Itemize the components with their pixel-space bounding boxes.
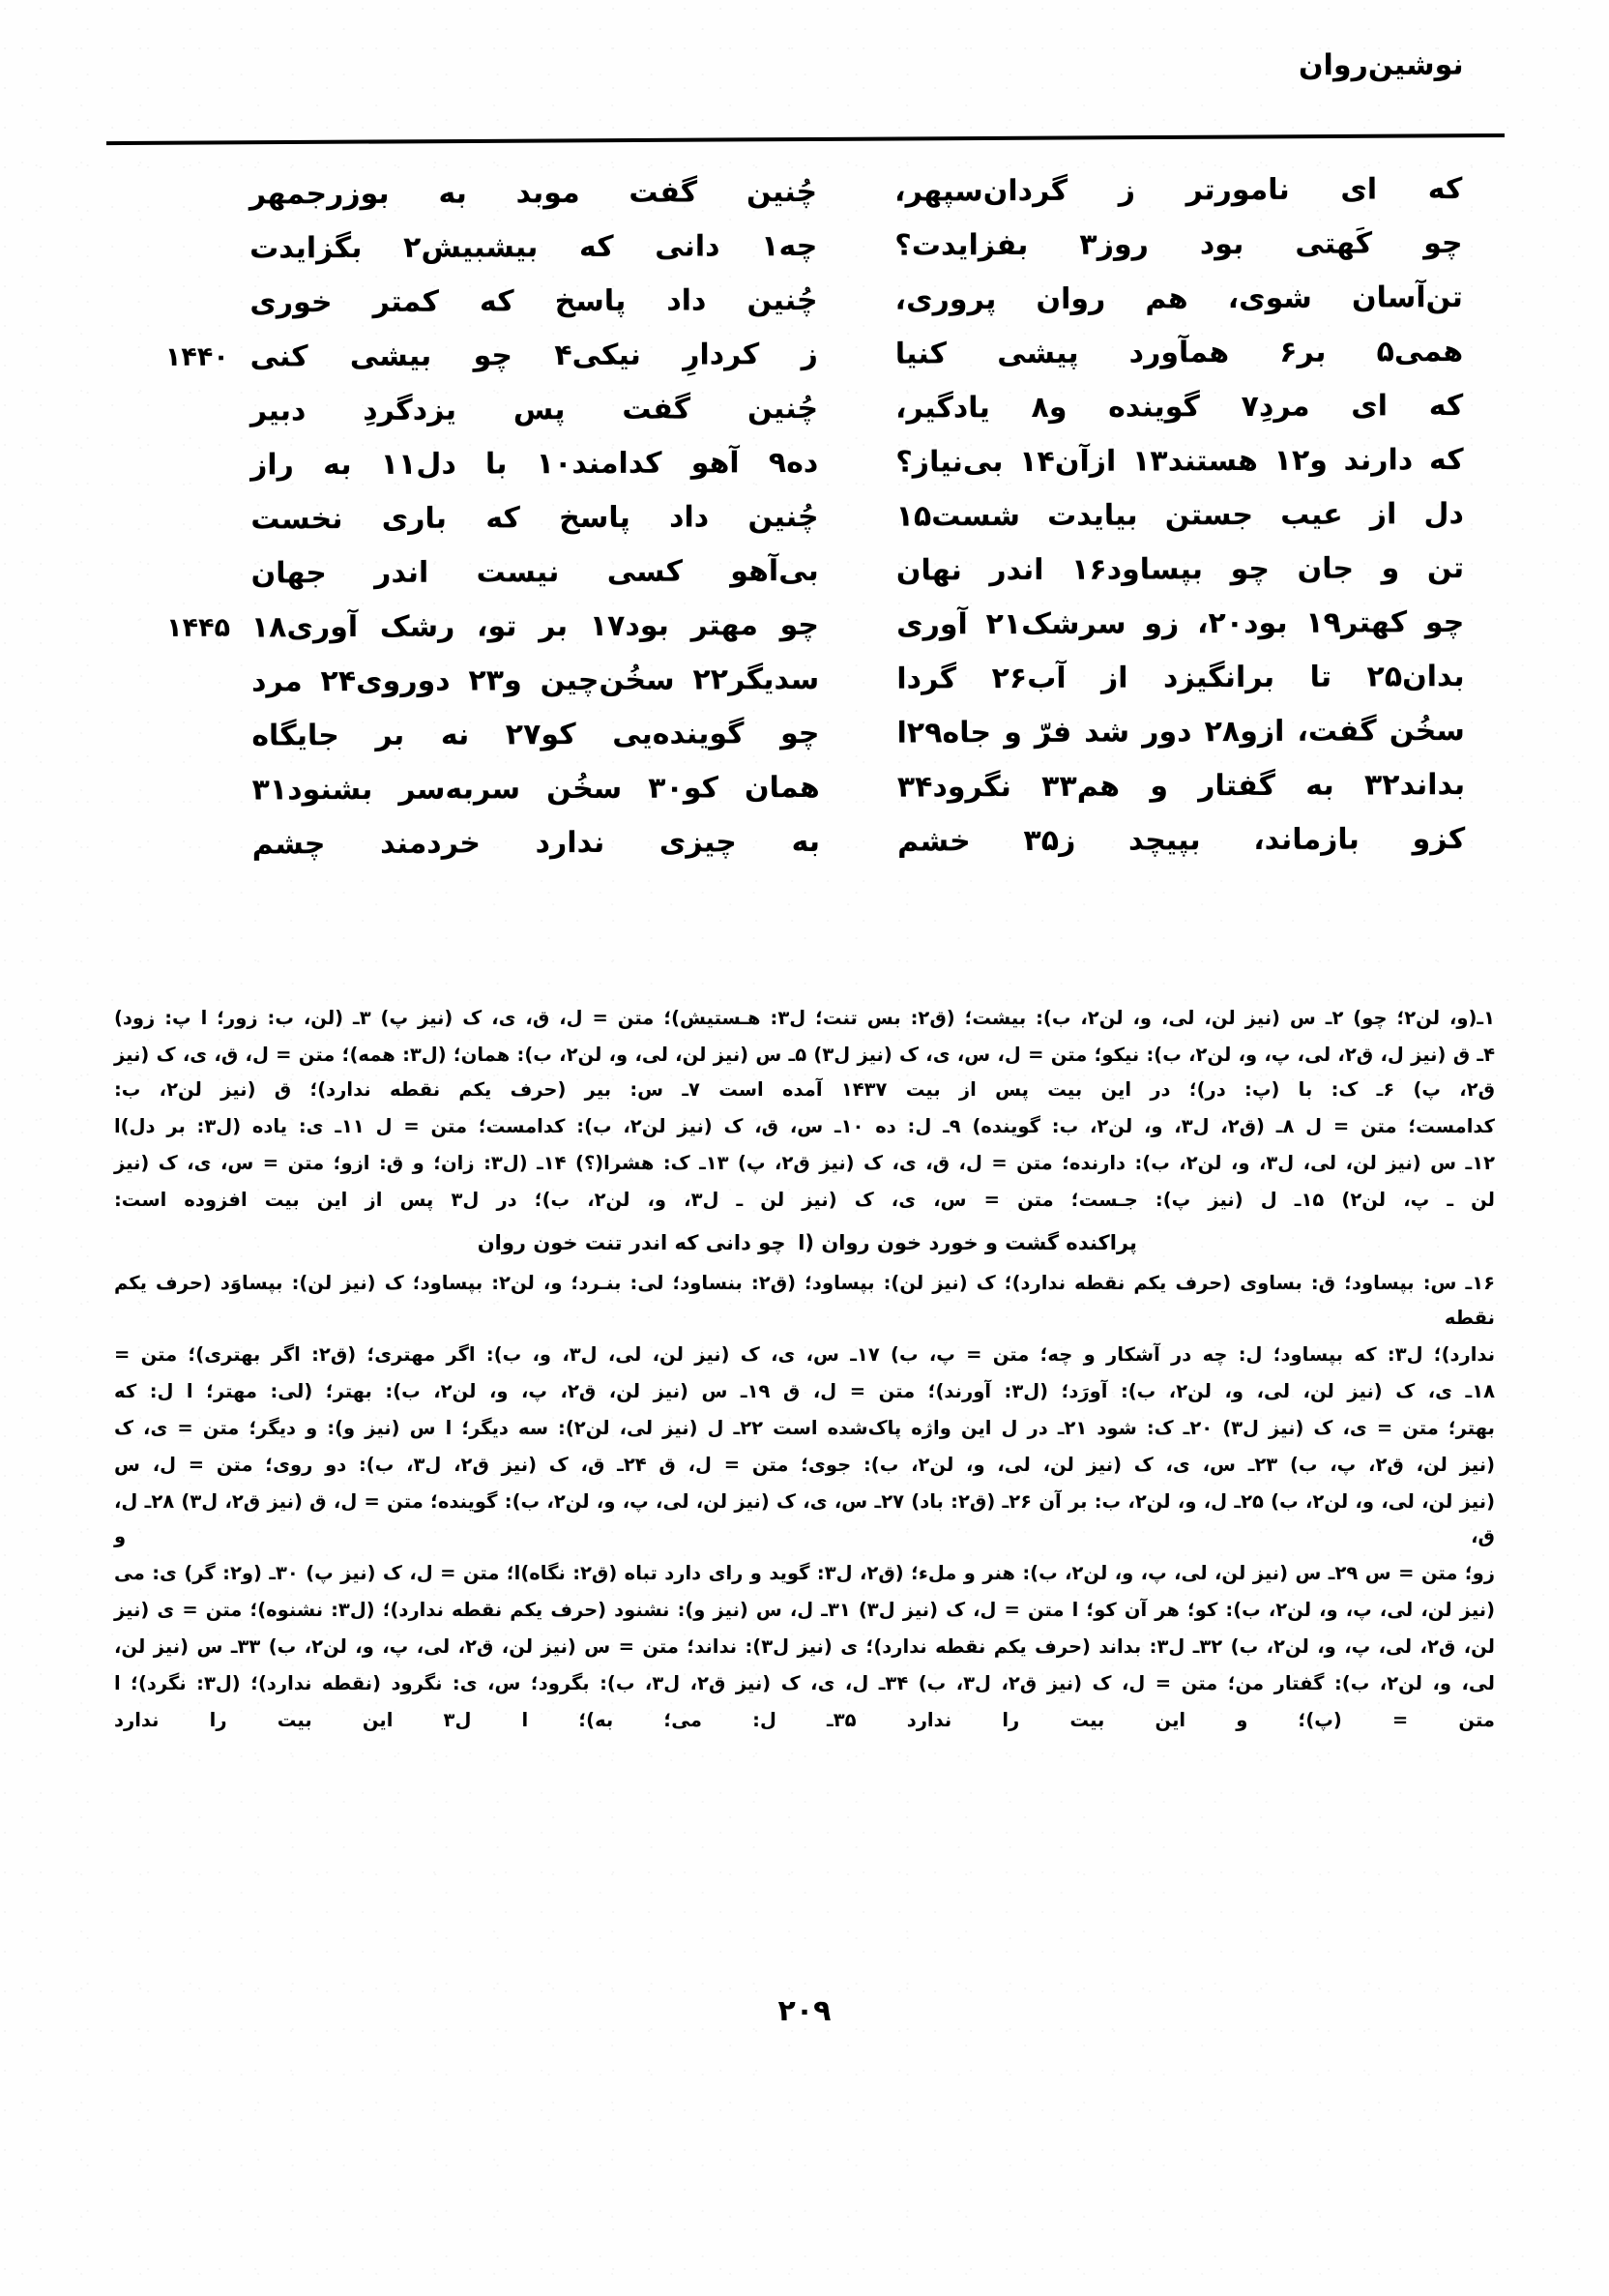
verse-number (145, 654, 251, 708)
column-gutter (820, 760, 897, 814)
hemistich-second: چو کهتر۱۹ بود۲۰، زو سرشک۲۱ آوری (896, 604, 1465, 642)
hemistich-second: تن‌آسان شوی، هم روان پروری، (894, 280, 1463, 317)
verse-number (145, 491, 251, 545)
apparatus-line: ندارد)؛ ل۳: که بپساود؛ ل: چه در آشکار و چه؛ متن = پ، ب) ۱۷ـ س، ی، ک (نیز لن، لی، ل۳، و، ب): اگر مهتری؛ (ق۲: اگر بهتری)؛ متن = (114, 1343, 1496, 1366)
column-gutter (819, 544, 896, 598)
hemistich-second: که دارند و۱۲ هستند۱۳ ازآن۱۴ بی‌نیاز؟ (895, 442, 1464, 480)
verse-line (145, 486, 1464, 546)
verse-line (144, 432, 1463, 492)
verse-number: ۱۴۴۰ (164, 341, 229, 372)
column-gutter (818, 381, 895, 435)
hemistich-first: ز کردارِ نیکی۴ چو بیشی کنی (249, 337, 818, 373)
apparatus-line: ۱۶ـ س: بپساود؛ ق: بساوی (حرف یکم نقطه ندارد)؛ ک (نیز لن): بپساود؛ (ق۲: بنساود؛ لی: بنـرد؛ و، لن۲: بپساود؛ ک (نیز لن): بپساوَد (حرف یکم نقطه (114, 1272, 1495, 1329)
hemistich-second: که ای مردِ۷ گوینده و۸ یادگیر، (895, 388, 1464, 426)
page-number: ۲۰۹ (777, 1994, 832, 2028)
apparatus-line: ۱۸ـ ی، ک (نیز لن، لی، و، لن۲، ب): آورَد؛ (ل۳: آورند)؛ متن = ل، ق ۱۹ـ س (نیز لن، ق۲، پ، و، لن۲، ب): بهتر؛ (لی: مهتر؛ ا ل: که (114, 1380, 1495, 1402)
column-gutter (818, 435, 895, 489)
apparatus-line: ۱ـ(و، لن۲؛ چو) ۲ـ س (نیز لن، لی، و، لن۲، ب): بیشت؛ (ق۲: بس تنت؛ ل۳: هـستیش)؛ متن = ل، ق، ی، ک (نیز پ) ۳ـ (لن، ب: زور؛ ا پ: زود) (114, 1007, 1496, 1029)
hemistich-second: که ای نامورتر ز گردان‌سپهر، (894, 171, 1463, 209)
verse-number (145, 545, 251, 600)
column-gutter (818, 489, 895, 544)
verse-line (146, 703, 1465, 763)
verse-line (143, 162, 1462, 221)
apparatus-line: لن، ق۲، لی، پ، و، لن۲، ب) ۳۲ـ ل۳: بداند (حرف یکم نقطه ندارد)؛ ی (نیز ل۳): نداند؛ متن = س (نیز لن، ق۲، لی، پ، و، لن۲، ب) ۳۳ـ س (نیز لن، (114, 1635, 1495, 1658)
header-rule (106, 133, 1505, 145)
verse-line (144, 324, 1463, 384)
hemistich-first: ده۹ آهو کدامند۱۰ با دل۱۱ به راز (249, 445, 819, 482)
hemistich-second: همی۵ بر۶ همآورد پیشی کنیا (894, 334, 1464, 371)
apparatus-line: (نیز لن، لی، پ، و، لن۲، ب): کو؛ هر آن کو؛ ا متن = ل، ک (نیز ل۳) ۳۱ـ ل، س (نیز و): نشنود (حرف یکم نقطه ندارد)؛ (ل۳: نشنوه)؛ متن = ی (نیز (114, 1599, 1496, 1621)
column-gutter (819, 652, 896, 706)
verse-line (146, 757, 1465, 817)
verse-number (143, 167, 249, 221)
hemistich-second: سخُن گفت، ازو۲۸ دور شد فرّ و جاه۲۹ا (896, 713, 1465, 751)
verse-block (143, 162, 1465, 941)
verse-number: ۱۴۴۵ (166, 612, 231, 643)
hemistich-first: چو مهتر بود۱۷ بر تو، رشک آوری۱۸ (250, 607, 820, 644)
hemistich-first: همان کو۳۰ سخُن سربه‌سر بشنود۳۱ (251, 770, 820, 807)
verse-number (144, 221, 250, 276)
verse-line (145, 541, 1464, 601)
column-gutter (817, 219, 894, 273)
hemistich-first: چُنین داد پاسخ که باری نخست (250, 499, 819, 536)
column-gutter (818, 327, 895, 381)
hemistich-first: چه۱ دانی که بیشبیش۲ بگزایدت (249, 228, 818, 266)
verse-number (144, 383, 250, 437)
apparatus-line: (نیز لن، ق۲، پ، ب) ۲۳ـ س، ی، ک (نیز لن، لی، و، لن۲، ب): جوی؛ متن = ل، ق ۲۴ـ ق، ک (نیز ق۲، ل۳، ب): دو روی؛ متن = ل، س (114, 1454, 1495, 1476)
apparatus-line: کدامست؛ متن = ل ۸ـ (ق۲، ل۳، و، لن۲، ب: گوینده) ۹ـ ل: ده ۱۰ـ س، ق، ک (نیز لن۲، ب): کدامست؛ متن = ل ۱۱ـ ی: یاده (ل۳: بر دل)ا (114, 1115, 1496, 1137)
column-gutter (817, 164, 894, 219)
apparatus-line: بهتر؛ متن = ی، ک (نیز ل۳) ۲۰ـ ک: شود ۲۱ـ در ل این واژه پاک‌شده است ۲۲ـ ل (نیز لی، لن۲): سه دیگر؛ ا س (نیز و): و دیگر؛ متن = ی، ک (114, 1417, 1495, 1439)
verse-number (144, 437, 250, 491)
hemistich-first: بی‌آهو کسی نیست اندر جهان (250, 553, 819, 590)
hemistich-first: سدیگر۲۲ سخُن‌چین و۲۳ دوروی۲۴ مرد (250, 662, 820, 698)
column-gutter (817, 273, 894, 327)
running-head: نوشین‌روان (1299, 47, 1465, 83)
apparatus-line: لی، و، لن۲، ب): گفتار من؛ متن = ل، ک (نیز ق۲، ل۳، ب) ۳۴ـ ل، ی، ک (نیز ق۲، ل۳، ب): بگرود؛ س، ی: نگرود (نقطه ندارد)؛ (ل۳: نگرد)؛ ا (114, 1672, 1495, 1694)
verse-table (143, 162, 1465, 871)
hemistich-first: به چیزی ندارد خردمند چشم (251, 824, 821, 861)
verse-number (146, 816, 252, 870)
verse-line (146, 811, 1465, 871)
apparatus-inserted-verse (114, 1223, 1495, 1262)
apparatus-line: ۱۲ـ س (نیز لن، لی، ل۳، و، لن۲، ب): دارنده؛ متن = ل، ق، ی، ک (نیز ق۲، پ) ۱۳ـ ک: هشرا(؟) ۱۴ـ (ل۳: زان؛ و ق: ازو؛ متن = س، ی، ک (نیز (114, 1152, 1496, 1174)
hemistich-second: تن و جان چو بپساود۱۶ اندر نهان (895, 550, 1465, 588)
critical-apparatus (114, 1001, 1495, 1738)
apparatus-line: زو؛ متن = س ۲۹ـ س (نیز لن، لی، پ، و، لن۲، ب): هنر و ملء؛ (ق۲، ل۳: گوید و رای دارد تباه (ق۲: نگاه)ا؛ متن = ل، ک (نیز پ) ۳۰ـ (و۲: گر) ی: می (114, 1562, 1495, 1584)
verse-number (144, 276, 250, 330)
verse-line (144, 216, 1463, 276)
hemistich-first: چُنین گفت پس یزدگردِ دبیر (249, 391, 819, 427)
apparatus-line: متن = (پ)؛ و این بیت را ندارد ۳۵ـ ل: می؛ به)؛ ا ل۳ این بیت را ندارد (114, 1709, 1495, 1731)
hemistich-second: بداند۳۲ به گفتار و هم۳۳ نگرود۳۴ (896, 767, 1466, 805)
hemistich-first: چُنین گفت موبد به بوزرجمهر (249, 174, 818, 212)
hemistich-second: دل از عیب جستن بیایدت شست۱۵ (895, 496, 1464, 534)
column-gutter (819, 598, 896, 652)
verse-number (146, 708, 252, 762)
verse-line (144, 270, 1463, 330)
inserted-hemistich-first: چو دانی که اندر تنت خون روان (477, 1231, 786, 1254)
apparatus-line: ۴ـ ق (نیز ل، ق۲، لی، پ، و، لن۲، ب): نیکو؛ متن = ل، س، ی، ک (نیز ل۳) ۵ـ س (نیز لن، لی، و، لن۲، ب): همان؛ (ل۳: همه)؛ متن = ل، ق، ی، ک (نیز ق۲، پ) ۶ـ ک: با (پ: در)؛ در این بیت پس از بیت ۱۴۳۷ آمده است ۷ـ س: بیر (حرف یکم نقطه ندارد)؛ ق (نیز لن۲، ب: (114, 1044, 1496, 1101)
hemistich-second: بدان۲۵ تا برانگیزد از آب۲۶ گردا (896, 659, 1465, 696)
verse-line (144, 378, 1463, 438)
apparatus-line: (نیز لن، لی، و، لن۲، ب) ۲۵ـ ل، و، لن۲، ب: بر آن ۲۶ـ (ق۲: باد) ۲۷ـ س، ی، ک (نیز لن، لی، پ، و، لن۲، ب): گوینده؛ متن = ل، ق (نیز ق۲، ل۳) ۲۸ـ ل، ق، و (114, 1490, 1495, 1547)
verse-number (146, 762, 252, 816)
apparatus-line: لن ـ پ، لن۲) ۱۵ـ ل (نیز پ): جـست؛ متن = س، ی، ک (نیز لن ـ ل۳، و، لن۲، ب)؛ در ل۳ پس از این بیت افزوده است: (114, 1189, 1495, 1211)
verse-line (145, 649, 1464, 709)
column-gutter (819, 706, 896, 760)
verse-line (145, 595, 1464, 655)
hemistich-second: کزو بازماند، بپیچد ز۳۵ خشم (896, 821, 1466, 859)
page-header (0, 29, 1609, 97)
hemistich-second: چو کَهتی بود روز۳ بفزایدت؟ (894, 225, 1463, 263)
verse-body (143, 162, 1465, 871)
hemistich-first: چو گوینده‌یی کو۲۷ نه بر جایگاه (251, 716, 820, 752)
inserted-hemistich-second: پراکنده گشت و خورد خون روان (ا (798, 1231, 1137, 1254)
column-gutter (820, 814, 897, 868)
hemistich-first: چُنین داد پاسخ که کمتر خوری (249, 282, 818, 320)
